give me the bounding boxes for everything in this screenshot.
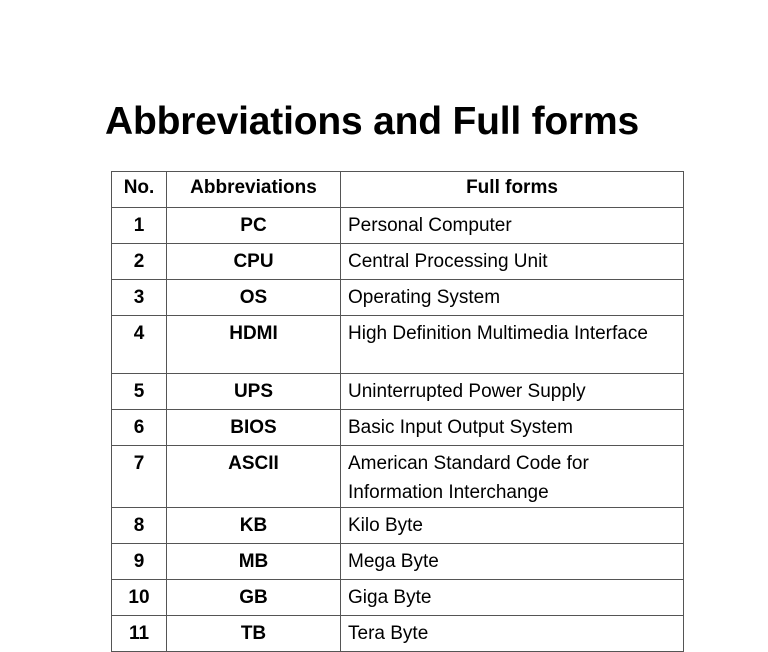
row-full-form: Basic Input Output System (341, 410, 684, 446)
row-number: 9 (112, 544, 167, 580)
row-full-form: American Standard Code for Information Interchange (341, 446, 684, 508)
row-number: 10 (112, 580, 167, 616)
row-abbreviation: ASCII (167, 446, 341, 508)
row-full-form: Kilo Byte (341, 508, 684, 544)
table-row (112, 508, 684, 544)
row-number: 11 (112, 616, 167, 652)
row-full-form: Uninterrupted Power Supply (341, 374, 684, 410)
row-abbreviation: MB (167, 544, 341, 580)
table-row (112, 616, 684, 652)
row-abbreviation: KB (167, 508, 341, 544)
page-title: Abbreviations and Full forms (105, 100, 639, 143)
table-row (112, 446, 684, 508)
row-number: 3 (112, 280, 167, 316)
header-abbreviations: Abbreviations (167, 172, 341, 208)
row-abbreviation: TB (167, 616, 341, 652)
table-row (112, 374, 684, 410)
row-number: 7 (112, 446, 167, 508)
row-full-form: Central Processing Unit (341, 244, 684, 280)
row-number: 5 (112, 374, 167, 410)
row-full-form: High Definition Multimedia Interface (341, 316, 684, 374)
row-abbreviation: BIOS (167, 410, 341, 446)
table-row (112, 580, 684, 616)
table-row (112, 208, 684, 244)
table-row (112, 544, 684, 580)
header-no: No. (112, 172, 167, 208)
row-full-form: Operating System (341, 280, 684, 316)
row-full-form: Personal Computer (341, 208, 684, 244)
abbreviations-table (111, 171, 684, 652)
row-abbreviation: HDMI (167, 316, 341, 374)
row-abbreviation: UPS (167, 374, 341, 410)
row-abbreviation: PC (167, 208, 341, 244)
row-number: 1 (112, 208, 167, 244)
row-full-form: Giga Byte (341, 580, 684, 616)
table-row (112, 410, 684, 446)
table-row (112, 316, 684, 374)
row-full-form: Mega Byte (341, 544, 684, 580)
row-abbreviation: GB (167, 580, 341, 616)
row-abbreviation: CPU (167, 244, 341, 280)
row-number: 6 (112, 410, 167, 446)
row-abbreviation: OS (167, 280, 341, 316)
table-row (112, 280, 684, 316)
row-number: 4 (112, 316, 167, 374)
header-full-forms: Full forms (341, 172, 684, 208)
row-full-form: Tera Byte (341, 616, 684, 652)
table-header-row (112, 172, 684, 208)
row-number: 2 (112, 244, 167, 280)
table-row (112, 244, 684, 280)
row-number: 8 (112, 508, 167, 544)
